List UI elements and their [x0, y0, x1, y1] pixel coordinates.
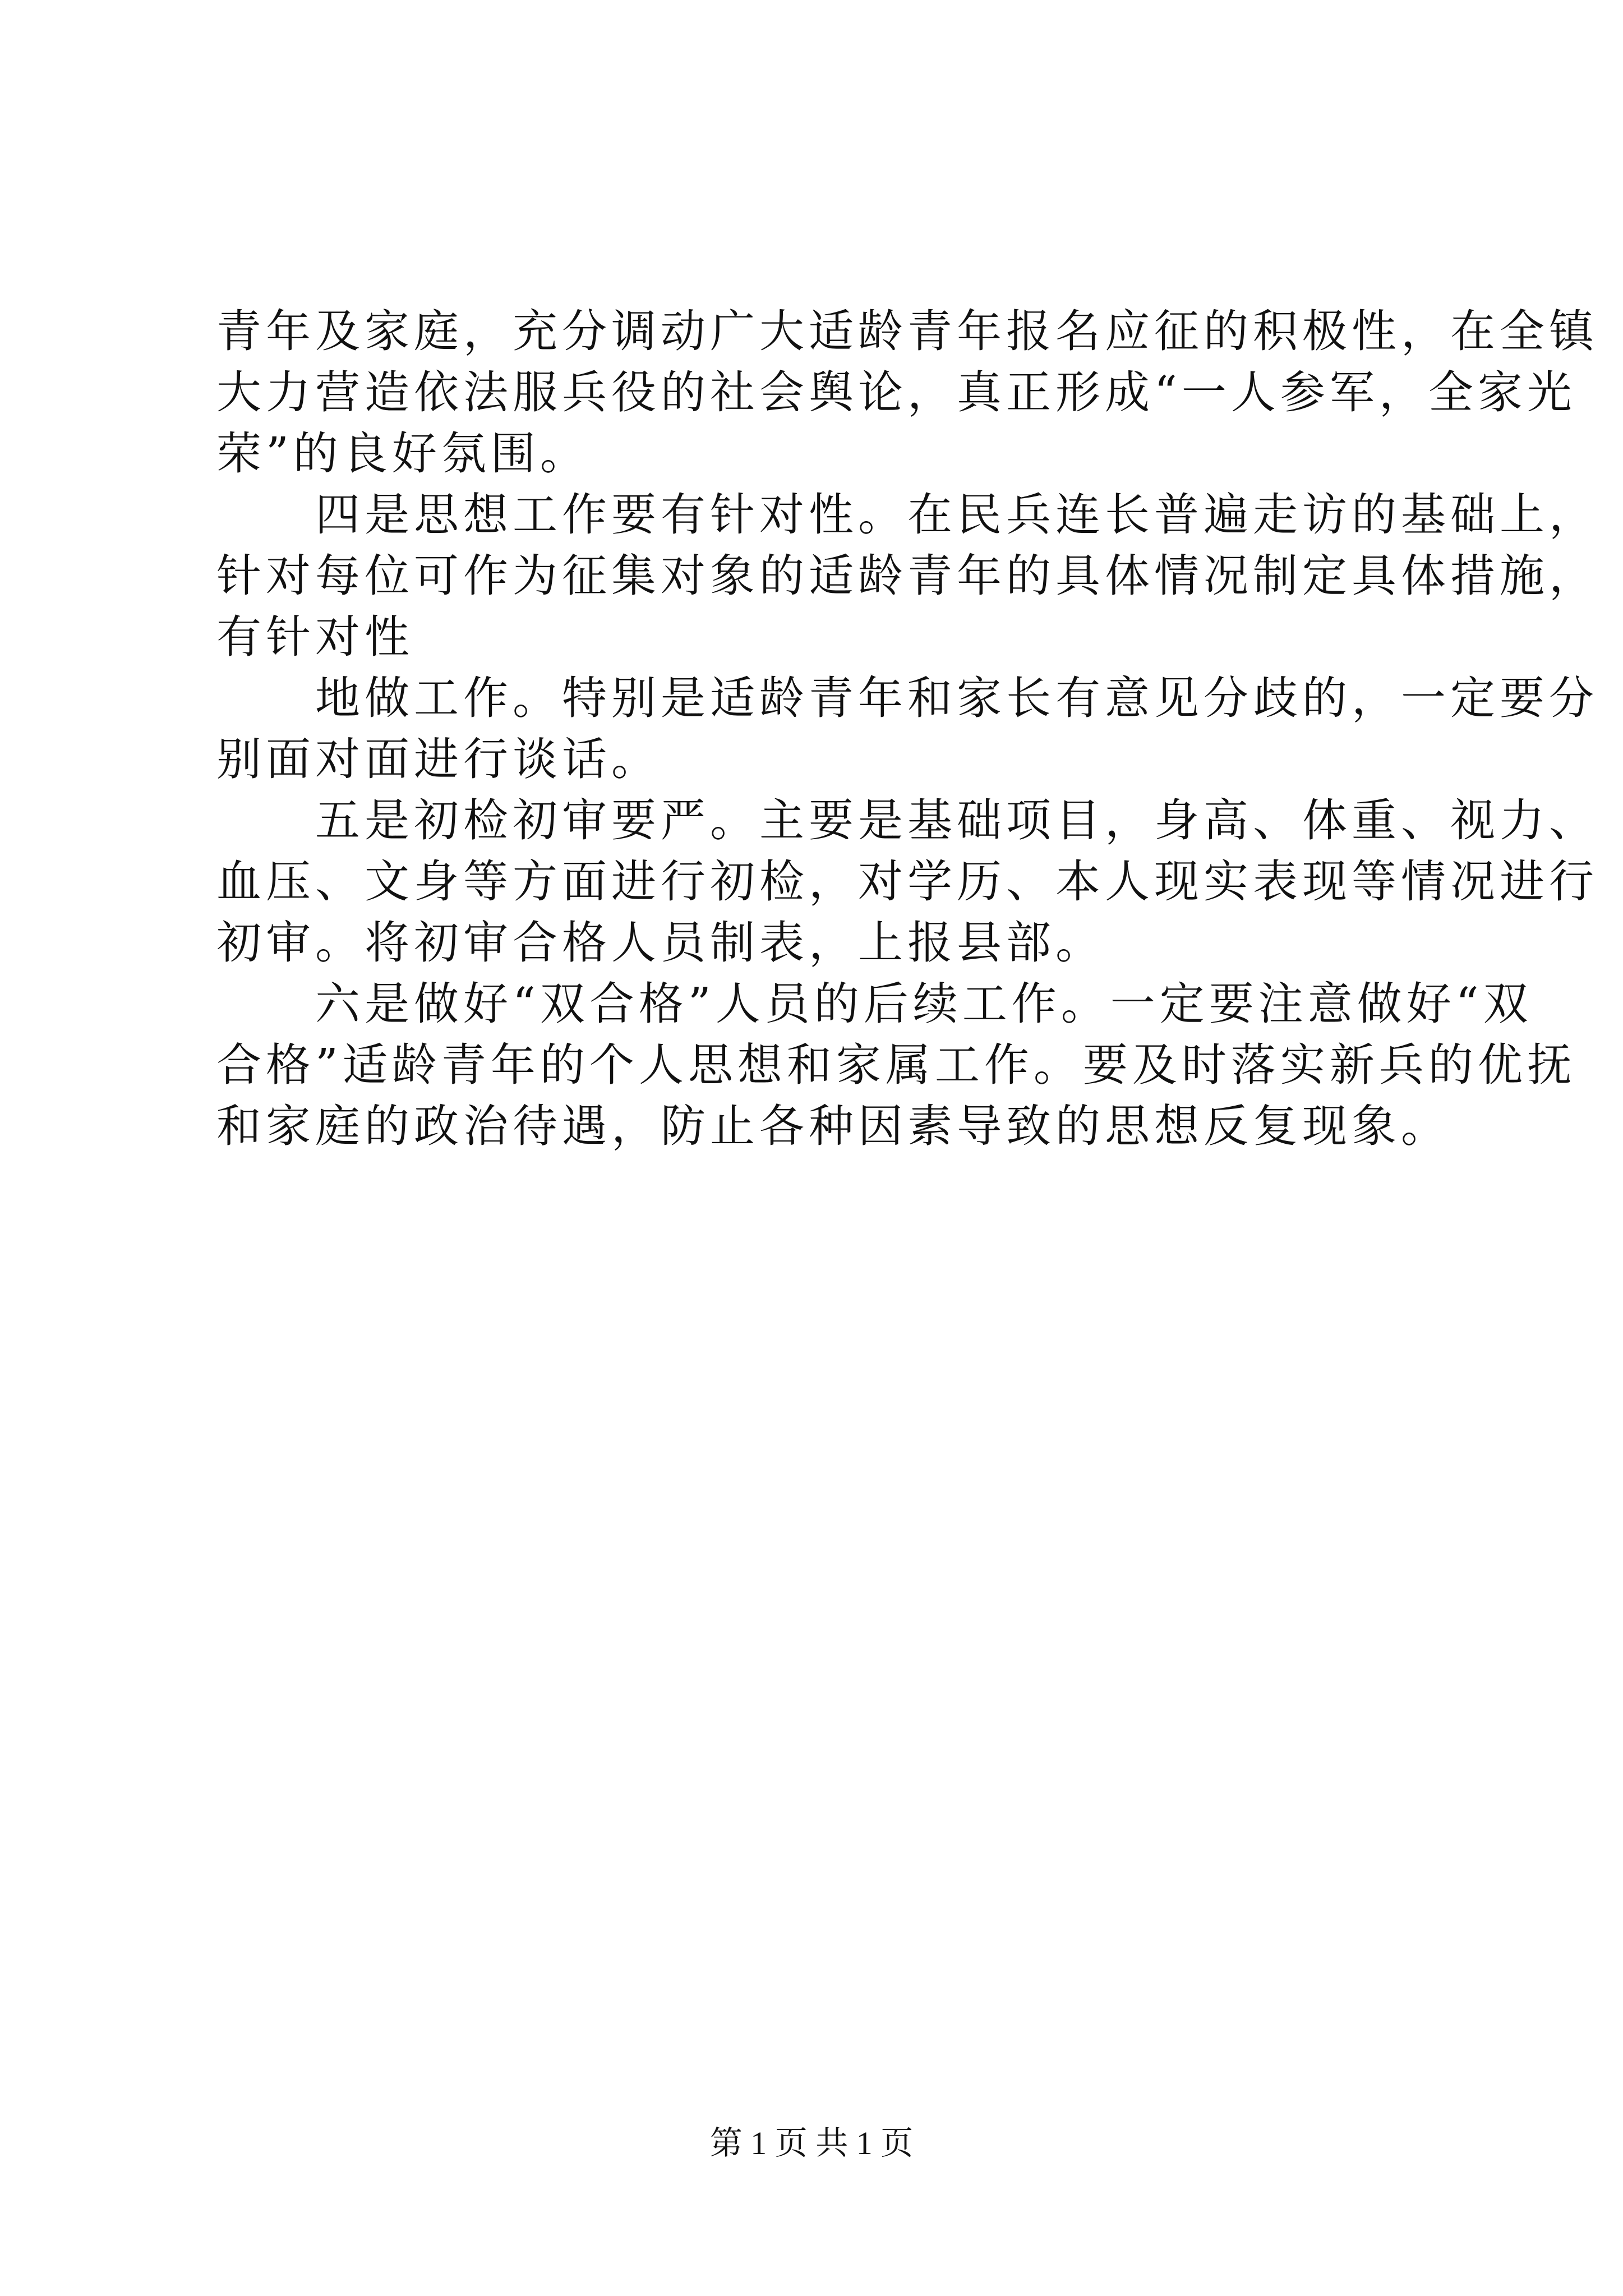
- paragraph-line: 六是做好“双合格”人员的后续工作。一定要注意做好“双: [315, 978, 1533, 1030]
- paragraph-line: 地做工作。特别是适龄青年和家长有意见分歧的，一定要分: [315, 672, 1598, 724]
- paragraph-line: 初审。将初审合格人员制表，上报县部。: [216, 917, 1105, 969]
- document-body: [216, 301, 1598, 1157]
- paragraph-line: 四是思想工作要有针对性。在民兵连长普遍走访的基础上，: [315, 489, 1598, 541]
- paragraph-line: 和家庭的政治待遇，防止各种因素导致的思想反复现象。: [216, 1100, 1450, 1152]
- paragraph-line: 大力营造依法服兵役的社会舆论，真正形成“一人参军，全家光: [216, 366, 1576, 418]
- paragraph-line: 青年及家庭，充分调动广大适龄青年报名应征的积极性，在全镇: [216, 305, 1598, 357]
- paragraph-line: 血压、文身等方面进行初检，对学历、本人现实表现等情况进行: [216, 855, 1598, 908]
- paragraph-line: 别面对面进行谈话。: [216, 733, 661, 785]
- paragraph-line: 荣”的良好氛围。: [216, 427, 589, 480]
- paragraph-line: 五是初检初审要严。主要是基础项目，身高、体重、视力、: [315, 794, 1598, 846]
- page-number: 第 1 页 共 1 页: [709, 2125, 914, 2161]
- paragraph-line: 合格”适龄青年的个人思想和家属工作。要及时落实新兵的优抚: [216, 1039, 1576, 1091]
- paragraph-line: 针对每位可作为征集对象的适龄青年的具体情况制定具体措施，: [216, 550, 1598, 602]
- paragraph-line: 有针对性: [216, 611, 414, 663]
